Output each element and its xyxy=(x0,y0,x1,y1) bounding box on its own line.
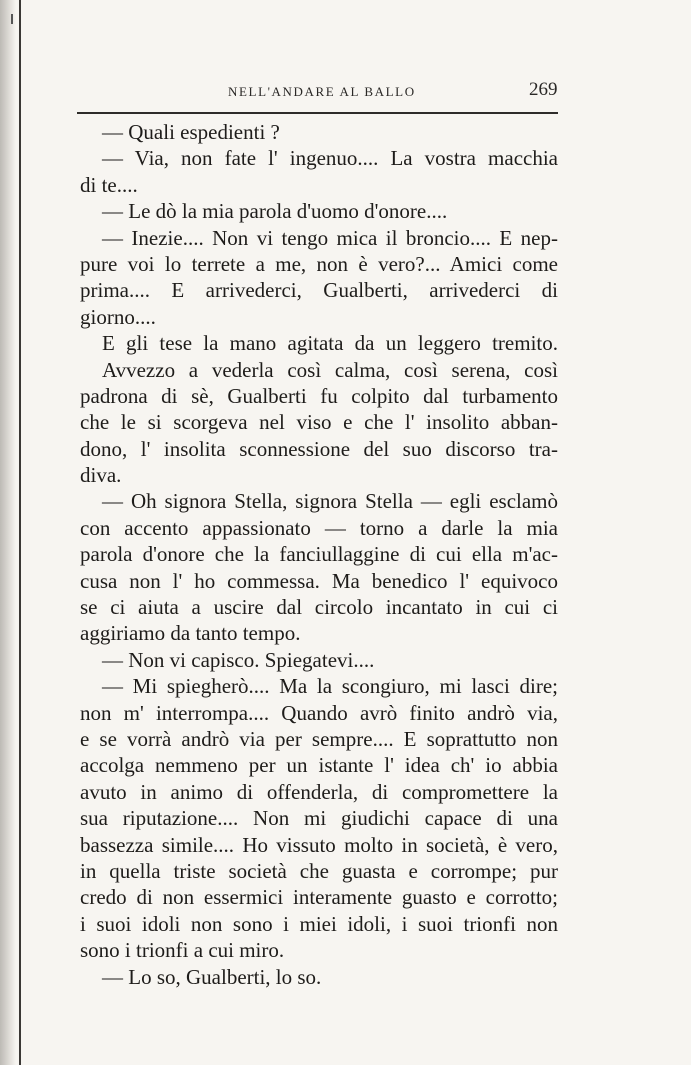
running-title: NELL'ANDARE AL BALLO xyxy=(228,84,416,99)
text-line: diva. xyxy=(80,463,122,488)
text-line: di te.... xyxy=(80,172,138,197)
text-line: — Le dò la mia parola d'uomo d'onore.... xyxy=(102,199,448,224)
text-line: — Mi spiegherò.... Ma la scongiuro, mi lasci dire; xyxy=(102,674,558,699)
text-line: giorno.... xyxy=(80,304,156,329)
text-line: non m' interrompa.... Quando avrò finito andrò via, xyxy=(80,700,558,725)
text-line: prima.... E arrivederci, Gualberti, arrivederci di xyxy=(80,278,558,303)
text-line: credo di non essermici interamente guasto e corrotto; xyxy=(80,885,558,910)
text-line: se ci aiuta a uscire dal circolo incantato in cui ci xyxy=(80,595,558,620)
text-line: accolga nemmeno per un istante l' idea ch' io abbia xyxy=(80,753,558,778)
text-line: dono, l' insolita sconnessione del suo discorso tra- xyxy=(80,436,558,461)
text-line: — Oh signora Stella, signora Stella — egli esclamò xyxy=(102,489,558,514)
text-line: cusa non l' ho commessa. Ma benedico l' equivoco xyxy=(80,568,558,593)
text-line: con accento appassionato — torno a darle la mia xyxy=(80,515,558,540)
text-line: E gli tese la mano agitata da un leggero tremito. xyxy=(102,331,558,356)
text-line: i suoi idoli non sono i miei idoli, i suoi trionfi non xyxy=(80,911,558,936)
page-number: 269 xyxy=(529,79,558,100)
text-line: — Non vi capisco. Spiegatevi.... xyxy=(102,647,375,672)
text-line: padrona di sè, Gualberti fu colpito dal turbamento xyxy=(80,383,558,408)
text-line: parola d'onore che la fanciullaggine di cui ella m'ac- xyxy=(80,542,558,567)
body-text xyxy=(80,119,558,990)
text-line: — Via, non fate l' ingenuo.... La vostra macchia xyxy=(102,146,558,171)
text-line: — Inezie.... Non vi tengo mica il broncio.... E nep- xyxy=(102,225,558,250)
text-line: sua riputazione.... Non mi giudichi capace di una xyxy=(80,806,558,831)
page-edge-line xyxy=(19,0,21,1065)
text-line: pure voi lo terrete a me, non è vero?... Amici come xyxy=(80,251,558,276)
page-binding-shadow xyxy=(0,0,16,1065)
text-line: avuto in animo di offenderla, di compromettere la xyxy=(80,779,558,804)
page-edge-mark xyxy=(11,14,13,24)
text-line: e se vorrà andrò via per sempre.... E soprattutto non xyxy=(80,726,558,751)
text-line: che le si scorgeva nel viso e che l' insolito abban- xyxy=(80,410,558,435)
text-line: Avvezzo a vederla così calma, così serena, così xyxy=(102,357,558,382)
text-line: — Lo so, Gualberti, lo so. xyxy=(102,964,322,989)
text-line: — Quali espedienti ? xyxy=(102,120,280,144)
text-line: in quella triste società che guasta e corrompe; pur xyxy=(80,858,558,883)
header-rule xyxy=(77,112,558,114)
text-line: aggiriamo da tanto tempo. xyxy=(80,621,301,646)
text-line: bassezza simile.... Ho vissuto molto in società, è vero, xyxy=(80,832,558,857)
text-line: sono i trionfi a cui miro. xyxy=(80,938,285,963)
